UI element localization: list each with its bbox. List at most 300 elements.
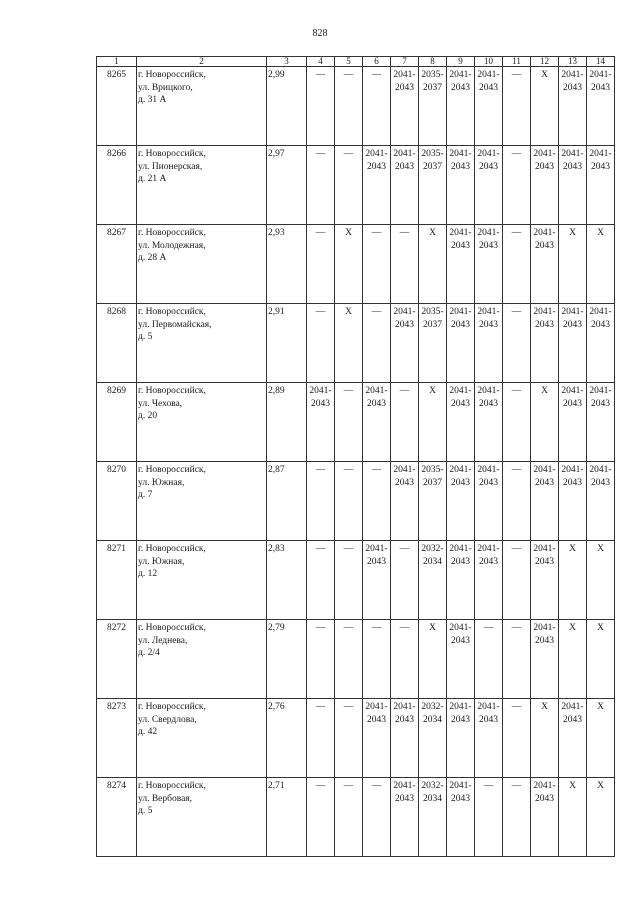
period-text: — bbox=[343, 70, 354, 80]
period-text: — bbox=[399, 228, 410, 238]
period-text: — bbox=[511, 386, 522, 396]
period-cell bbox=[475, 462, 503, 541]
row-id: 8266 bbox=[97, 146, 137, 225]
period-text: 2041- bbox=[449, 386, 472, 396]
period-cell bbox=[559, 462, 587, 541]
address-line: г. Новороссийск, bbox=[138, 228, 206, 238]
period-cell bbox=[503, 541, 531, 620]
period-cell bbox=[363, 620, 391, 699]
period-cell bbox=[363, 225, 391, 304]
period-text: X bbox=[569, 623, 576, 633]
period-text: X bbox=[597, 702, 604, 712]
period-text: 2041- bbox=[477, 386, 500, 396]
period-cell bbox=[307, 620, 335, 699]
period-text: 2037 bbox=[423, 319, 442, 330]
period-cell bbox=[559, 146, 587, 225]
period-cell bbox=[391, 383, 419, 462]
period-text: 2035- bbox=[421, 465, 444, 475]
period-text: 2041- bbox=[533, 544, 556, 554]
period-text: 2043 bbox=[535, 635, 554, 646]
housing-register-table bbox=[96, 56, 615, 857]
period-text: 2043 bbox=[395, 793, 414, 804]
period-cell bbox=[419, 778, 447, 857]
period-cell bbox=[587, 462, 615, 541]
column-number: 11 bbox=[503, 57, 531, 67]
period-text: 2035- bbox=[421, 149, 444, 159]
address-cell bbox=[137, 225, 267, 304]
address-cell bbox=[137, 67, 267, 146]
address-cell bbox=[137, 778, 267, 857]
period-cell bbox=[419, 67, 447, 146]
column-number: 14 bbox=[587, 57, 615, 67]
period-text: 2041- bbox=[533, 465, 556, 475]
table-row bbox=[97, 146, 615, 225]
period-cell bbox=[419, 462, 447, 541]
period-text: — bbox=[371, 465, 382, 475]
period-text: — bbox=[511, 149, 522, 159]
period-cell bbox=[419, 146, 447, 225]
period-text: — bbox=[315, 623, 326, 633]
column-number: 4 bbox=[307, 57, 335, 67]
period-cell bbox=[363, 304, 391, 383]
address-line: д. 28 А bbox=[138, 253, 167, 263]
period-cell bbox=[475, 541, 503, 620]
period-cell bbox=[531, 225, 559, 304]
address-line: г. Новороссийск, bbox=[138, 544, 206, 554]
period-text: 2043 bbox=[479, 398, 498, 409]
period-text: 2041- bbox=[449, 781, 472, 791]
period-cell bbox=[559, 304, 587, 383]
value-cell: 2,71 bbox=[267, 778, 307, 857]
table-row bbox=[97, 541, 615, 620]
period-cell bbox=[503, 67, 531, 146]
period-cell bbox=[475, 778, 503, 857]
value-cell: 2,91 bbox=[267, 304, 307, 383]
period-text: — bbox=[511, 465, 522, 475]
period-cell bbox=[447, 462, 475, 541]
period-text: 2043 bbox=[367, 398, 386, 409]
period-text: X bbox=[429, 228, 436, 238]
period-text: 2041- bbox=[589, 307, 612, 317]
row-id: 8271 bbox=[97, 541, 137, 620]
period-text: 2043 bbox=[367, 556, 386, 567]
period-cell bbox=[503, 304, 531, 383]
period-text: 2043 bbox=[451, 319, 470, 330]
period-cell bbox=[503, 699, 531, 778]
period-text: — bbox=[483, 623, 494, 633]
period-text: — bbox=[315, 781, 326, 791]
period-text: — bbox=[343, 465, 354, 475]
period-text: 2043 bbox=[479, 477, 498, 488]
period-cell bbox=[503, 146, 531, 225]
column-number: 9 bbox=[447, 57, 475, 67]
period-text: 2043 bbox=[535, 161, 554, 172]
period-text: 2041- bbox=[589, 465, 612, 475]
period-text: X bbox=[541, 386, 548, 396]
period-text: 2043 bbox=[591, 161, 610, 172]
period-text: X bbox=[569, 544, 576, 554]
period-cell bbox=[447, 778, 475, 857]
period-text: 2041- bbox=[533, 228, 556, 238]
period-text: X bbox=[569, 228, 576, 238]
period-cell bbox=[559, 778, 587, 857]
period-cell bbox=[307, 383, 335, 462]
row-id: 8272 bbox=[97, 620, 137, 699]
period-cell bbox=[335, 620, 363, 699]
period-text: 2043 bbox=[479, 556, 498, 567]
period-text: 2041- bbox=[449, 149, 472, 159]
address-line: д. 20 bbox=[138, 411, 158, 421]
period-cell bbox=[335, 304, 363, 383]
period-cell bbox=[391, 304, 419, 383]
address-line: д. 21 А bbox=[138, 174, 167, 184]
address-cell bbox=[137, 620, 267, 699]
period-text: — bbox=[371, 623, 382, 633]
period-cell bbox=[447, 620, 475, 699]
period-text: — bbox=[511, 544, 522, 554]
period-text: 2041- bbox=[561, 465, 584, 475]
column-number: 7 bbox=[391, 57, 419, 67]
period-cell bbox=[391, 146, 419, 225]
period-text: X bbox=[429, 386, 436, 396]
period-text: — bbox=[343, 386, 354, 396]
column-number: 8 bbox=[419, 57, 447, 67]
period-cell bbox=[559, 541, 587, 620]
address-line: ул. Молодежная, bbox=[138, 240, 206, 251]
period-text: 2041- bbox=[561, 149, 584, 159]
period-text: 2043 bbox=[311, 398, 330, 409]
period-cell bbox=[587, 383, 615, 462]
period-cell bbox=[307, 541, 335, 620]
period-text: 2043 bbox=[479, 319, 498, 330]
address-cell bbox=[137, 699, 267, 778]
period-cell bbox=[587, 778, 615, 857]
period-text: 2041- bbox=[589, 149, 612, 159]
period-text: 2043 bbox=[563, 161, 582, 172]
period-cell bbox=[307, 225, 335, 304]
column-number: 2 bbox=[137, 57, 267, 67]
period-cell bbox=[587, 67, 615, 146]
table-row bbox=[97, 699, 615, 778]
period-text: — bbox=[371, 781, 382, 791]
period-cell bbox=[335, 541, 363, 620]
address-line: г. Новороссийск, bbox=[138, 623, 206, 633]
period-text: 2043 bbox=[451, 240, 470, 251]
period-text: 2041- bbox=[393, 702, 416, 712]
period-cell bbox=[391, 462, 419, 541]
period-cell bbox=[475, 146, 503, 225]
period-text: 2043 bbox=[591, 477, 610, 488]
period-cell bbox=[587, 225, 615, 304]
column-number: 12 bbox=[531, 57, 559, 67]
period-text: 2043 bbox=[367, 161, 386, 172]
period-text: 2043 bbox=[367, 714, 386, 725]
period-text: 2043 bbox=[479, 240, 498, 251]
address-line: ул. Вербовая, bbox=[138, 793, 193, 804]
period-cell bbox=[307, 778, 335, 857]
period-cell bbox=[335, 462, 363, 541]
period-text: — bbox=[511, 70, 522, 80]
row-id: 8265 bbox=[97, 67, 137, 146]
period-text: 2041- bbox=[561, 307, 584, 317]
column-number: 5 bbox=[335, 57, 363, 67]
period-cell bbox=[587, 620, 615, 699]
period-text: — bbox=[315, 149, 326, 159]
period-text: 2043 bbox=[563, 82, 582, 93]
period-text: — bbox=[511, 781, 522, 791]
column-number: 10 bbox=[475, 57, 503, 67]
period-cell bbox=[335, 67, 363, 146]
period-cell bbox=[335, 146, 363, 225]
period-text: 2041- bbox=[365, 544, 388, 554]
period-cell bbox=[307, 462, 335, 541]
period-text: 2041- bbox=[533, 623, 556, 633]
period-text: — bbox=[343, 623, 354, 633]
address-line: д. 31 А bbox=[138, 95, 167, 105]
period-text: X bbox=[345, 307, 352, 317]
period-text: X bbox=[541, 702, 548, 712]
period-text: — bbox=[399, 623, 410, 633]
address-line: д. 5 bbox=[138, 806, 153, 816]
period-cell bbox=[307, 304, 335, 383]
address-line: ул. Свердлова, bbox=[138, 714, 197, 725]
period-text: 2043 bbox=[591, 82, 610, 93]
column-number: 13 bbox=[559, 57, 587, 67]
address-line: д. 12 bbox=[138, 569, 158, 579]
period-text: 2041- bbox=[365, 386, 388, 396]
table-row bbox=[97, 67, 615, 146]
address-cell bbox=[137, 462, 267, 541]
table-row bbox=[97, 304, 615, 383]
period-cell bbox=[391, 541, 419, 620]
period-text: 2041- bbox=[449, 702, 472, 712]
period-text: 2041- bbox=[393, 781, 416, 791]
period-text: 2041- bbox=[533, 149, 556, 159]
period-text: 2041- bbox=[365, 149, 388, 159]
period-text: X bbox=[597, 781, 604, 791]
address-line: ул. Южная, bbox=[138, 477, 185, 488]
address-line: г. Новороссийск, bbox=[138, 781, 206, 791]
address-line: ул. Леднева, bbox=[138, 635, 188, 646]
period-cell bbox=[419, 383, 447, 462]
period-text: 2041- bbox=[477, 228, 500, 238]
period-cell bbox=[475, 225, 503, 304]
value-cell: 2,76 bbox=[267, 699, 307, 778]
period-text: 2043 bbox=[451, 793, 470, 804]
period-text: 2043 bbox=[395, 714, 414, 725]
period-text: 2043 bbox=[535, 793, 554, 804]
table-row bbox=[97, 778, 615, 857]
period-text: 2043 bbox=[451, 477, 470, 488]
period-text: — bbox=[371, 228, 382, 238]
period-cell bbox=[391, 225, 419, 304]
period-text: 2043 bbox=[451, 714, 470, 725]
period-text: 2043 bbox=[395, 477, 414, 488]
address-cell bbox=[137, 304, 267, 383]
period-text: 2043 bbox=[451, 635, 470, 646]
period-cell bbox=[307, 146, 335, 225]
period-text: 2043 bbox=[563, 714, 582, 725]
period-text: 2041- bbox=[477, 465, 500, 475]
period-cell bbox=[363, 778, 391, 857]
period-text: 2041- bbox=[365, 702, 388, 712]
period-text: X bbox=[597, 623, 604, 633]
page-number: 828 bbox=[312, 28, 328, 39]
period-text: — bbox=[315, 465, 326, 475]
address-line: г. Новороссийск, bbox=[138, 386, 206, 396]
row-id: 8270 bbox=[97, 462, 137, 541]
period-text: 2043 bbox=[479, 161, 498, 172]
period-cell bbox=[503, 462, 531, 541]
period-text: 2043 bbox=[535, 556, 554, 567]
period-text: 2041- bbox=[309, 386, 332, 396]
period-text: 2035- bbox=[421, 307, 444, 317]
period-text: 2043 bbox=[451, 398, 470, 409]
period-text: 2041- bbox=[393, 149, 416, 159]
period-text: 2043 bbox=[451, 82, 470, 93]
period-text: 2043 bbox=[591, 319, 610, 330]
period-cell bbox=[335, 699, 363, 778]
period-text: 2034 bbox=[423, 556, 442, 567]
period-cell bbox=[307, 67, 335, 146]
period-text: — bbox=[343, 544, 354, 554]
period-text: — bbox=[315, 70, 326, 80]
period-cell bbox=[475, 304, 503, 383]
period-cell bbox=[559, 225, 587, 304]
period-text: — bbox=[315, 702, 326, 712]
period-cell bbox=[531, 620, 559, 699]
address-line: ул. Южная, bbox=[138, 556, 185, 567]
period-text: 2043 bbox=[535, 240, 554, 251]
column-number: 3 bbox=[267, 57, 307, 67]
period-cell bbox=[363, 146, 391, 225]
period-text: X bbox=[569, 781, 576, 791]
period-text: 2043 bbox=[535, 319, 554, 330]
period-cell bbox=[447, 225, 475, 304]
period-cell bbox=[503, 383, 531, 462]
period-text: 2043 bbox=[451, 161, 470, 172]
period-cell bbox=[419, 304, 447, 383]
period-text: — bbox=[399, 544, 410, 554]
period-text: 2043 bbox=[451, 556, 470, 567]
column-number: 6 bbox=[363, 57, 391, 67]
period-text: 2043 bbox=[563, 398, 582, 409]
period-text: 2041- bbox=[477, 702, 500, 712]
period-cell bbox=[391, 67, 419, 146]
period-text: 2041- bbox=[561, 702, 584, 712]
period-cell bbox=[447, 67, 475, 146]
period-text: 2037 bbox=[423, 161, 442, 172]
row-id: 8268 bbox=[97, 304, 137, 383]
table-row bbox=[97, 383, 615, 462]
period-cell bbox=[363, 699, 391, 778]
period-text: 2037 bbox=[423, 477, 442, 488]
period-cell bbox=[307, 699, 335, 778]
period-cell bbox=[587, 146, 615, 225]
period-cell bbox=[335, 225, 363, 304]
address-line: д. 7 bbox=[138, 490, 153, 500]
period-cell bbox=[587, 699, 615, 778]
address-line: ул. Первомайская, bbox=[138, 319, 212, 330]
period-text: 2041- bbox=[561, 386, 584, 396]
header-row bbox=[97, 57, 615, 67]
period-text: 2041- bbox=[449, 307, 472, 317]
period-text: 2041- bbox=[589, 70, 612, 80]
period-text: 2043 bbox=[395, 319, 414, 330]
value-cell: 2,93 bbox=[267, 225, 307, 304]
period-cell bbox=[475, 383, 503, 462]
period-cell bbox=[475, 67, 503, 146]
period-cell bbox=[391, 699, 419, 778]
period-text: — bbox=[511, 702, 522, 712]
period-cell bbox=[531, 778, 559, 857]
period-text: 2043 bbox=[479, 714, 498, 725]
period-cell bbox=[531, 541, 559, 620]
address-cell bbox=[137, 146, 267, 225]
period-text: — bbox=[483, 781, 494, 791]
period-cell bbox=[531, 146, 559, 225]
period-cell bbox=[447, 304, 475, 383]
period-text: 2032- bbox=[421, 781, 444, 791]
address-cell bbox=[137, 541, 267, 620]
address-line: ул. Врицкого, bbox=[138, 82, 193, 93]
period-cell bbox=[447, 146, 475, 225]
value-cell: 2,83 bbox=[267, 541, 307, 620]
value-cell: 2,89 bbox=[267, 383, 307, 462]
value-cell: 2,99 bbox=[267, 67, 307, 146]
period-cell bbox=[363, 541, 391, 620]
period-text: 2034 bbox=[423, 714, 442, 725]
period-text: — bbox=[315, 307, 326, 317]
period-text: 2041- bbox=[393, 70, 416, 80]
table-row bbox=[97, 462, 615, 541]
period-text: 2041- bbox=[589, 386, 612, 396]
period-text: — bbox=[343, 781, 354, 791]
period-cell bbox=[587, 304, 615, 383]
period-text: 2041- bbox=[449, 623, 472, 633]
period-text: — bbox=[343, 149, 354, 159]
address-cell bbox=[137, 383, 267, 462]
period-cell bbox=[531, 67, 559, 146]
period-text: X bbox=[429, 623, 436, 633]
period-text: 2032- bbox=[421, 544, 444, 554]
row-id: 8267 bbox=[97, 225, 137, 304]
address-line: г. Новороссийск, bbox=[138, 70, 206, 80]
period-cell bbox=[335, 778, 363, 857]
period-text: 2043 bbox=[395, 161, 414, 172]
period-text: X bbox=[597, 228, 604, 238]
value-cell: 2,79 bbox=[267, 620, 307, 699]
address-line: д. 2/4 bbox=[138, 648, 160, 658]
period-text: — bbox=[315, 544, 326, 554]
period-cell bbox=[363, 67, 391, 146]
address-line: г. Новороссийск, bbox=[138, 465, 206, 475]
period-text: X bbox=[597, 544, 604, 554]
period-text: — bbox=[371, 307, 382, 317]
period-cell bbox=[531, 304, 559, 383]
column-number: 1 bbox=[97, 57, 137, 67]
period-text: 2041- bbox=[561, 70, 584, 80]
period-text: 2041- bbox=[533, 781, 556, 791]
period-text: 2043 bbox=[591, 398, 610, 409]
period-text: 2043 bbox=[563, 319, 582, 330]
period-cell bbox=[447, 699, 475, 778]
row-id: 8269 bbox=[97, 383, 137, 462]
period-cell bbox=[531, 699, 559, 778]
period-cell bbox=[559, 383, 587, 462]
period-text: 2041- bbox=[533, 307, 556, 317]
period-cell bbox=[391, 778, 419, 857]
